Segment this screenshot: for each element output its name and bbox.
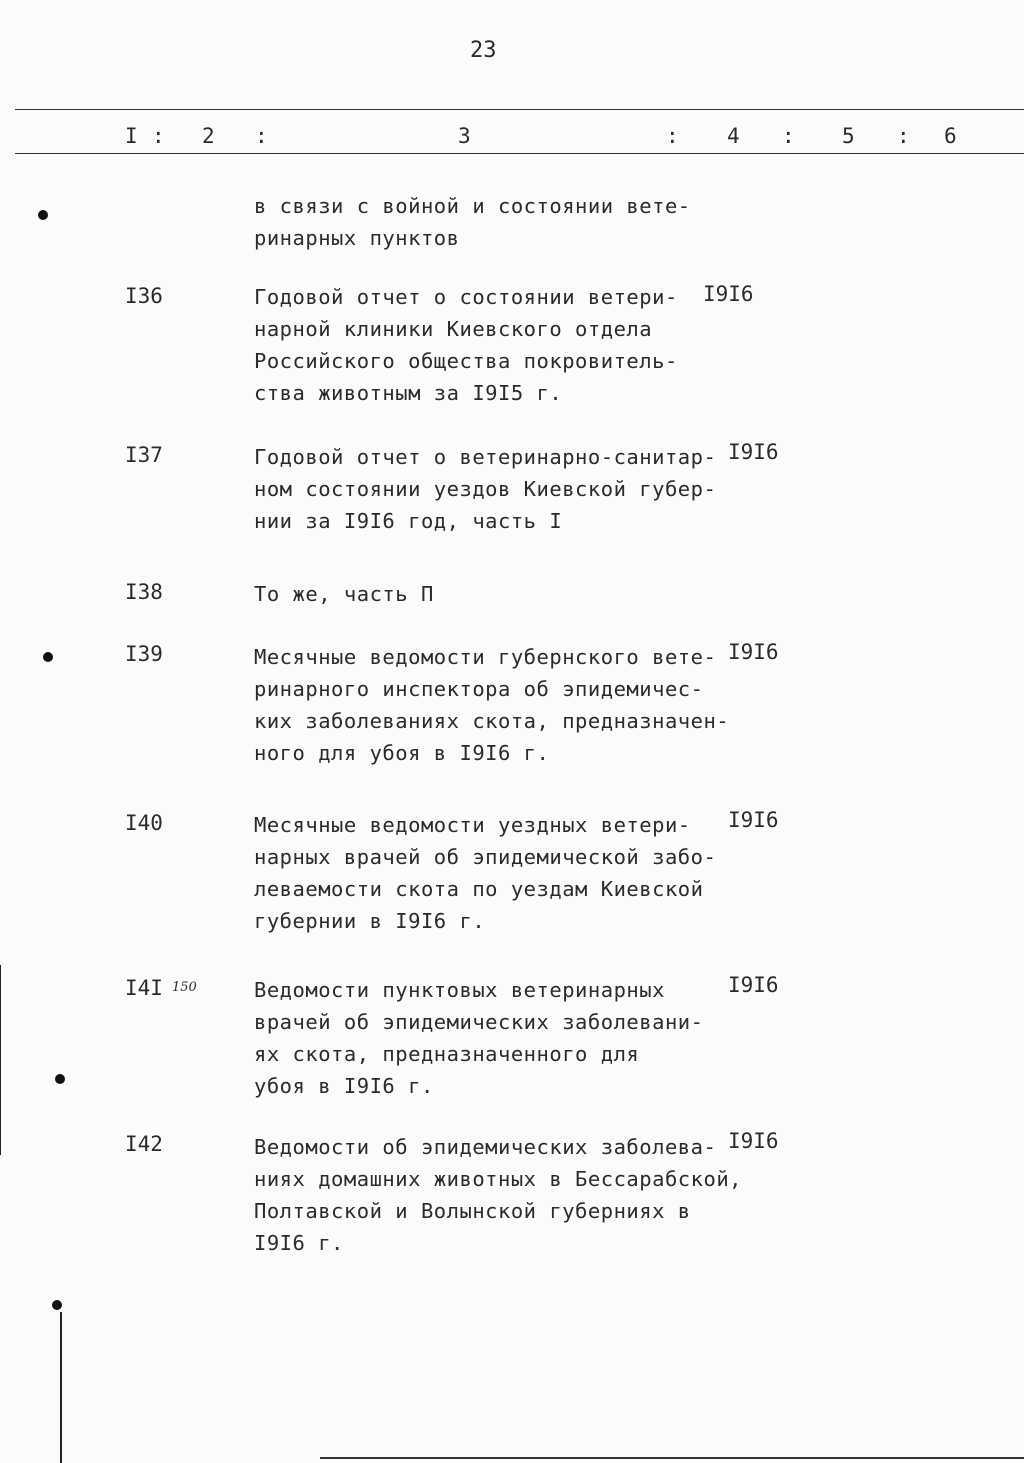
col-1: I: [125, 124, 138, 148]
entry-text: То же, часть П: [254, 582, 434, 606]
page-number: 23: [470, 38, 497, 63]
handwritten-note: 150: [172, 980, 197, 995]
entry-year: I9I6: [703, 282, 754, 306]
col-2: 2: [202, 124, 215, 148]
entry-year: I9I6: [728, 440, 779, 464]
col-sep: :: [666, 124, 679, 148]
entry-text: в связи с войной и состоянии вете- ринарных пунктов: [254, 194, 691, 250]
entry-number: I38: [125, 580, 163, 604]
col-sep: :: [152, 124, 165, 148]
col-sep: :: [782, 124, 795, 148]
bottom-edge-line: [320, 1457, 1024, 1459]
col-3: 3: [458, 124, 471, 148]
entry-text: Ведомости пунктовых ветеринарных врачей об эпидемических заболевани- ях скота, предназначенного для убоя в I9I6 г.: [254, 978, 704, 1098]
col-sep: :: [255, 124, 268, 148]
binding-hole-mark: [55, 1074, 65, 1084]
col-sep: :: [897, 124, 910, 148]
header-rule-top: [15, 109, 1024, 110]
entry-text: Месячные ведомости уездных ветери- нарных врачей об эпидемической забо- леваемости скота по уездам Киевской губернии в I9I6 г.: [254, 813, 717, 933]
entry-number: I39: [125, 642, 163, 666]
entry-number: I36: [125, 284, 163, 308]
entry-text: Месячные ведомости губернского вете- ринарного инспектора об эпидемичес- ких заболеваниях скота, предназначен- ного для убоя в I9I6 г.: [254, 645, 730, 765]
binding-hole-mark: [38, 210, 48, 220]
entry-number: I42: [125, 1132, 163, 1156]
binding-hole-mark: [43, 652, 53, 662]
binding-hole-mark: [52, 1300, 62, 1310]
header-rule-bottom: [15, 153, 1024, 154]
col-4: 4: [727, 124, 740, 148]
entry-text: Годовой отчет о состоянии ветери- нарной клиники Киевского отдела Российского общества покровитель- ства животным за I9I5 г.: [254, 285, 678, 405]
margin-line: [60, 1312, 62, 1463]
entry-year: I9I6: [728, 973, 779, 997]
entry-text: Ведомости об эпидемических заболева- ниях домашних животных в Бессарабской, Полтавской и Волынской губерниях в I9I6 г.: [254, 1135, 742, 1255]
entry-number: I40: [125, 811, 163, 835]
entry-number: I37: [125, 443, 163, 467]
entry-year: I9I6: [728, 640, 779, 664]
col-6: 6: [944, 124, 957, 148]
entry-text: Годовой отчет о ветеринарно-санитар- ном состоянии уездов Киевской губер- нии за I9I6 год, часть I: [254, 445, 717, 533]
entry-number: I4I: [125, 976, 163, 1000]
entry-year: I9I6: [728, 808, 779, 832]
entry-year: I9I6: [728, 1129, 779, 1153]
col-5: 5: [842, 124, 855, 148]
margin-line: [0, 965, 1, 1155]
